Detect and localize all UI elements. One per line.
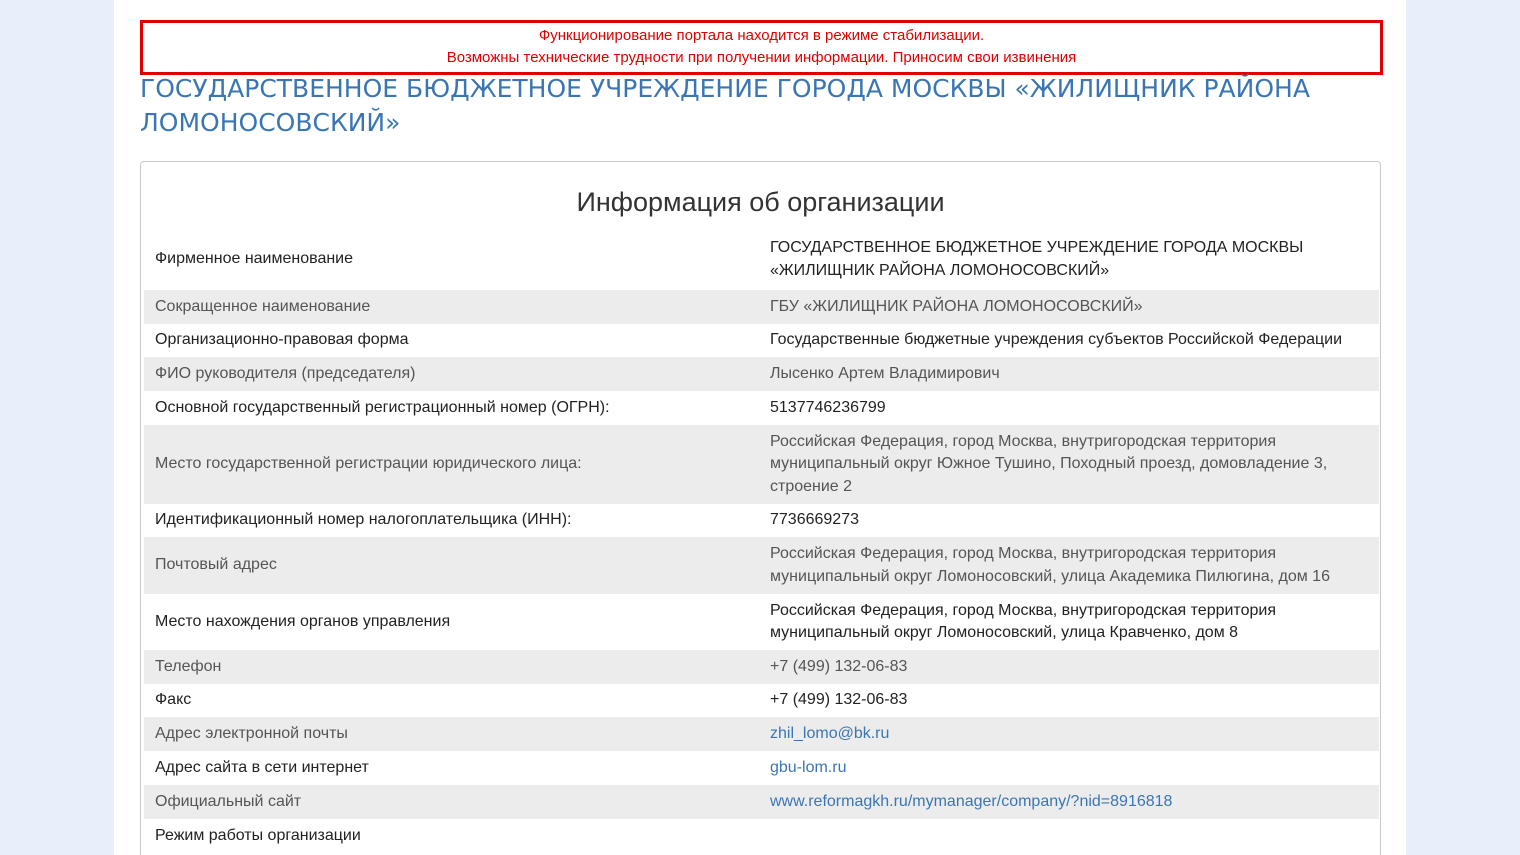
row-label: ФИО руководителя (председателя)	[155, 364, 416, 382]
page-container	[114, 0, 1406, 855]
row-label: Сокращенное наименование	[155, 297, 371, 315]
panel-title: Информация об организации	[576, 187, 945, 217]
row-value: ГБУ «ЖИЛИЩНИК РАЙОНА ЛОМОНОСОВСКИЙ»	[770, 297, 1143, 315]
row-label: Факс	[155, 691, 192, 709]
table-row	[144, 537, 1379, 594]
row-label: Место государственной регистрации юридического лица:	[155, 455, 582, 473]
row-value	[762, 785, 1379, 819]
table-row	[144, 229, 1379, 290]
row-value: Российская Федерация, город Москва, внутригородская территория муниципальный округ Ломоносовский, улица Кравченко, дом 8	[770, 601, 1276, 641]
website-link[interactable]: gbu-lom.ru	[770, 758, 847, 776]
row-label: Основной государственный регистрационный номер (ОГРН):	[155, 398, 610, 416]
table-row	[144, 819, 1379, 853]
table-row	[144, 290, 1379, 324]
row-value: Российская Федерация, город Москва, внутригородская территория муниципальный округ Ломоносовский, улица Академика Пилюгина, дом 16	[770, 545, 1330, 585]
organization-info-panel	[140, 161, 1381, 855]
row-label: Идентификационный номер налогоплательщика (ИНН):	[155, 511, 572, 529]
row-value: 7736669273	[770, 511, 859, 529]
row-value: Лысенко Артем Владимирович	[770, 364, 1000, 382]
row-label: Почтовый адрес	[155, 556, 277, 574]
organization-title: ГОСУДАРСТВЕННОЕ БЮДЖЕТНОЕ УЧРЕЖДЕНИЕ ГОРОДА МОСКВЫ «ЖИЛИЩНИК РАЙОНА ЛОМОНОСОВСКИЙ»	[140, 74, 1310, 137]
row-value: +7 (499) 132-06-83	[770, 657, 908, 675]
row-label: Адрес сайта в сети интернет	[155, 758, 369, 776]
table-row	[144, 684, 1379, 717]
table-row	[144, 751, 1379, 785]
row-value	[762, 751, 1379, 785]
row-value: +7 (499) 132-06-83	[770, 691, 908, 709]
stabilization-notice	[140, 20, 1383, 75]
official-site-link[interactable]: www.reformagkh.ru/mymanager/company/?nid=8916818	[770, 792, 1173, 810]
row-value	[762, 717, 1379, 751]
row-value: 5137746236799	[770, 398, 886, 416]
row-value	[762, 819, 1379, 853]
table-row	[144, 785, 1379, 819]
row-label: Телефон	[155, 657, 222, 675]
organization-info-table	[144, 229, 1379, 853]
table-row	[144, 391, 1379, 425]
notice-line-2: Возможны технические трудности при получении информации. Приносим свои извинения	[446, 49, 1077, 66]
table-row	[144, 324, 1379, 357]
row-label: Официальный сайт	[155, 792, 302, 810]
row-label: Фирменное наименование	[155, 250, 354, 268]
table-row	[144, 357, 1379, 391]
row-label: Место нахождения органов управления	[155, 612, 451, 630]
table-row	[144, 717, 1379, 751]
notice-line-1: Функционирование портала находится в режиме стабилизации.	[538, 27, 985, 44]
row-value: ГОСУДАРСТВЕННОЕ БЮДЖЕТНОЕ УЧРЕЖДЕНИЕ ГОРОДА МОСКВЫ «ЖИЛИЩНИК РАЙОНА ЛОМОНОСОВСКИЙ»	[770, 239, 1304, 279]
table-row	[144, 425, 1379, 504]
row-label: Организационно-правовая форма	[155, 331, 409, 349]
row-value: Российская Федерация, город Москва, внутригородская территория муниципальный округ Южное Тушино, Походный проезд, домовладение 3, строение 2	[770, 432, 1328, 495]
email-link[interactable]: zhil_lomo@bk.ru	[770, 724, 890, 742]
table-row	[144, 650, 1379, 684]
row-label: Адрес электронной почты	[155, 724, 348, 742]
row-value: Государственные бюджетные учреждения субъектов Российской Федерации	[770, 331, 1343, 349]
table-row	[144, 594, 1379, 650]
table-row	[144, 504, 1379, 537]
row-label: Режим работы организации	[155, 826, 361, 844]
